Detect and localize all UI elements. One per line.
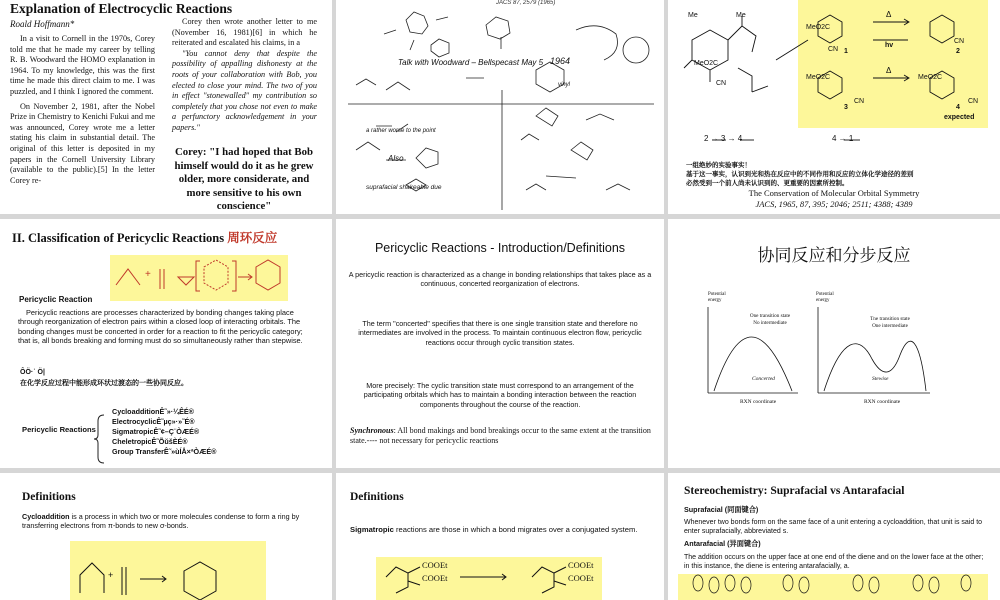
paragraph xyxy=(350,426,654,446)
allene-note: a rather worse to the point xyxy=(366,128,436,134)
list-item: ElectrocyclicÊ˜µç»·»˜É® xyxy=(112,417,195,426)
paragraph: More precisely: The cyclic transition state must correspond to an arrangement of the participating orbitals which has to maintain a bonding interaction between the reaction components throughout the course of the reaction. xyxy=(363,381,637,409)
substituent-label: COOEt xyxy=(568,573,594,583)
definition-text: The addition occurs on the upper face at one end of the diene and on the lower face at the other; in this instance, the diene is entering antarafacially, a. xyxy=(684,554,984,570)
energy-diagrams xyxy=(668,219,1000,468)
hv-label: hv xyxy=(885,42,894,49)
author: Roald Hoffmann* xyxy=(10,19,75,29)
label-cn: CN xyxy=(954,38,965,45)
scheme-text: 4 → 1 xyxy=(832,134,854,143)
left-column xyxy=(10,34,155,186)
label-meo2c: MeO2C xyxy=(918,74,943,81)
quote: "You cannot deny that despite the possibility of appalling dishonesty at the roots of your collaboration with Bob, you elected to close your mind. The two of you in effect "stonewalled" my contribution so completely that you chose not even to make a perfunctory acknowledgement in your papers." xyxy=(172,48,317,132)
term-definition: : All bond makings and bond breakings occur to the same extent at the transition state.---- not necessary for pericyclic reactions xyxy=(350,426,651,445)
talk-note: Talk with Woodward – Bellspecast May 5 xyxy=(398,58,544,67)
stepwise-curve xyxy=(824,341,926,391)
annotation: One intermediate xyxy=(872,323,908,329)
right-column xyxy=(172,17,317,134)
term-definition: is a process in which two or more molecules condense to form a ring by transferring electrons from π-bonds to new σ-bonds. xyxy=(22,512,300,530)
journal-header: JACS 87, 2579 (1965) xyxy=(496,0,556,6)
chinese-note: 必然受到一个前人尚未认识到的、更重要的因素所控制。 xyxy=(686,180,849,187)
paragraph: On November 2, 1981, after the Nobel Prize in Chemistry to Kenichi Fukui and me was announced, Corey wrote me a letter stating his claim in substantial detail. The original of this letter is deposited in my papers in the Cornell University Library (available to the public).[5] In the letter Corey re- xyxy=(10,101,155,185)
slide-title: Stereochemistry: Suprafacial vs Antarafacial xyxy=(684,485,905,497)
slide-electrocyclic-explanation xyxy=(0,0,332,214)
term: Cycloaddition xyxy=(22,512,70,521)
slide-introduction-definitions xyxy=(336,219,664,468)
slide-stereochemistry xyxy=(668,473,1000,600)
term-definition: reactions are those in which a bond migrates over a conjugated system. xyxy=(393,525,638,534)
slide-title: Explanation of Electrocyclic Reactions xyxy=(10,1,233,16)
also-note: Also xyxy=(388,154,404,163)
delta-label: Δ xyxy=(886,10,892,19)
plus-sign: + xyxy=(145,269,151,280)
arrow-link xyxy=(776,40,808,60)
orbital-lobes xyxy=(668,473,1000,600)
slide-title: Definitions xyxy=(22,491,76,503)
label-me: Me xyxy=(688,12,698,19)
title-en: II. Classification of Pericyclic Reactions xyxy=(12,231,225,245)
bracket-label: Pericyclic Reactions xyxy=(22,425,96,434)
title-cn: 周环反应 xyxy=(227,231,278,245)
slide-title: Pericyclic Reactions - Introduction/Definitions xyxy=(374,241,626,255)
vinyl-note: vinyl xyxy=(558,82,571,88)
chinese-definition: 在化学反应过程中能形成环状过渡态的一些协同反应。 xyxy=(20,380,188,387)
sigmatropic-scheme xyxy=(336,473,664,600)
slide-title: Definitions xyxy=(350,491,404,503)
cycloaddition-scheme xyxy=(0,473,332,600)
annotation: Tne transition state xyxy=(870,316,910,322)
subhead: Suprafacial (同面键合) xyxy=(684,505,759,514)
concerted-curve xyxy=(714,337,792,391)
substituent-label: COOEt xyxy=(422,560,448,570)
chinese-note: 一组绝妙的实验事实！ xyxy=(686,162,751,169)
corey-quote: Corey: "I had hoped that Bob himself would do it as he grew older, more considerate, and more sensitive to his own conscience" xyxy=(174,146,314,212)
chinese-note: 基于这一事实，认识到光和热在反应中的不同作用和反应的立体化学途径的差别 xyxy=(686,171,914,178)
compound-number: 4 xyxy=(956,104,960,111)
compound-number: 2 xyxy=(956,48,960,55)
annotation: No intermediate xyxy=(753,320,787,326)
axis-label: Potential energy xyxy=(816,292,834,303)
caption: The Conservation of Molecular Orbital Symmetry xyxy=(748,188,920,198)
axis-label: RXN coordinate xyxy=(740,399,777,405)
expected-label: expected xyxy=(944,114,975,121)
list-item: SigmatropicÊ˜¢–Ç¨ÒÆÉ® xyxy=(112,427,200,436)
anomaly-note: suprafacial shakeable due xyxy=(366,184,442,191)
annotation: One transition state xyxy=(749,313,791,319)
term: Sigmatropic xyxy=(350,525,394,534)
slide-handwritten-notes xyxy=(336,0,664,214)
label-cn: CN xyxy=(716,80,727,87)
label-cn: CN xyxy=(828,46,839,53)
subhead: Antarafacial (异面键合) xyxy=(684,539,761,548)
garbled-text: ÔÖ·˙ Ö| xyxy=(20,369,45,376)
list-item: CheletropicÊ˜ÕŭšÈÉ® xyxy=(112,437,188,446)
substituent-label: COOEt xyxy=(422,573,448,583)
subhead: Pericyclic Reaction xyxy=(19,295,93,304)
axis-label: Potential energy xyxy=(708,292,726,303)
compound-number: 1 xyxy=(844,48,848,55)
slide-definitions-cycloaddition xyxy=(0,473,332,600)
reaction-type-list xyxy=(112,407,216,457)
slide-classification xyxy=(0,219,332,468)
list-item: Group TransferÊ˜»ùÍÅ×ªÒÆÉ® xyxy=(112,447,217,456)
year-note: 1964 xyxy=(550,56,571,66)
caption: JACS, 1965, 87, 395; 2046; 2511; 4388; 4389 xyxy=(755,199,913,209)
term: Synchronous xyxy=(350,426,394,435)
label-meo2c: MeO2C xyxy=(806,24,831,31)
definition-text: Pericyclic reactions are processes characterized by bonding changes taking place through reorganization of electron pairs within a closed loop of interacting orbitals. The bonding changes must be concerted in order for a reaction to fit the pericyclic category; that is, all bonds breaking and forming must do so simultaneously rather than stepwise. xyxy=(18,308,303,345)
label-meo2c: MeO2C xyxy=(806,74,831,81)
label-cn: CN xyxy=(968,98,979,105)
compound-number: 3 xyxy=(844,104,848,111)
label-meo2c: MeO2C xyxy=(694,60,719,67)
slide-experimental-facts xyxy=(668,0,1000,214)
paragraph: In a visit to Cornell in the 1970s, Corey told me that he made my career by telling R. B. Woodward the HOMO explanation in 1964. To my knowledge, this was the first time he made this direct claim to me. I was puzzled, and I think I ignored the comment. xyxy=(10,34,155,96)
compound-2 xyxy=(930,15,954,43)
definition-text: Whenever two bonds form on the same face of a unit entering a cycloaddition, that unit is said to enter suprafacially, abbreviated s. xyxy=(684,519,983,535)
label-cn: CN xyxy=(854,98,865,105)
slide-concerted-vs-stepwise xyxy=(668,219,1000,468)
paragraph: A pericyclic reaction is characterized as a change in bonding relationships that takes place as a continuous, concerted reorganization of electrons. xyxy=(348,270,652,289)
slide-title: 协同反应和分步反应 xyxy=(757,246,911,265)
plus-sign: + xyxy=(108,570,114,580)
axis-label: RXN coordinate xyxy=(864,399,901,405)
slide-definitions-sigmatropic xyxy=(336,473,664,600)
paragraph: Corey then wrote another letter to me (November 16, 1981)[6] in which he reiterated and escalated his claims, in a xyxy=(172,17,317,48)
paragraph: The term "concerted" specifies that there is one single transition state and therefore no intermediates are involved in the process. To maintain continuous electron flow, pericyclic reactions occur through cyclic transition states. xyxy=(358,319,642,347)
handwritten-sketches xyxy=(336,0,664,214)
label-me: Me xyxy=(736,12,746,19)
curve-label: Stewise xyxy=(872,376,889,382)
delta-label: Δ xyxy=(886,66,892,75)
substituent-label: COOEt xyxy=(568,560,594,570)
curve-label: Concerted xyxy=(752,376,775,382)
scheme-text: 2 → 3 → 4 xyxy=(704,134,743,143)
list-item: CycloadditionÊ˜»·¼ÊÉ® xyxy=(112,407,194,416)
